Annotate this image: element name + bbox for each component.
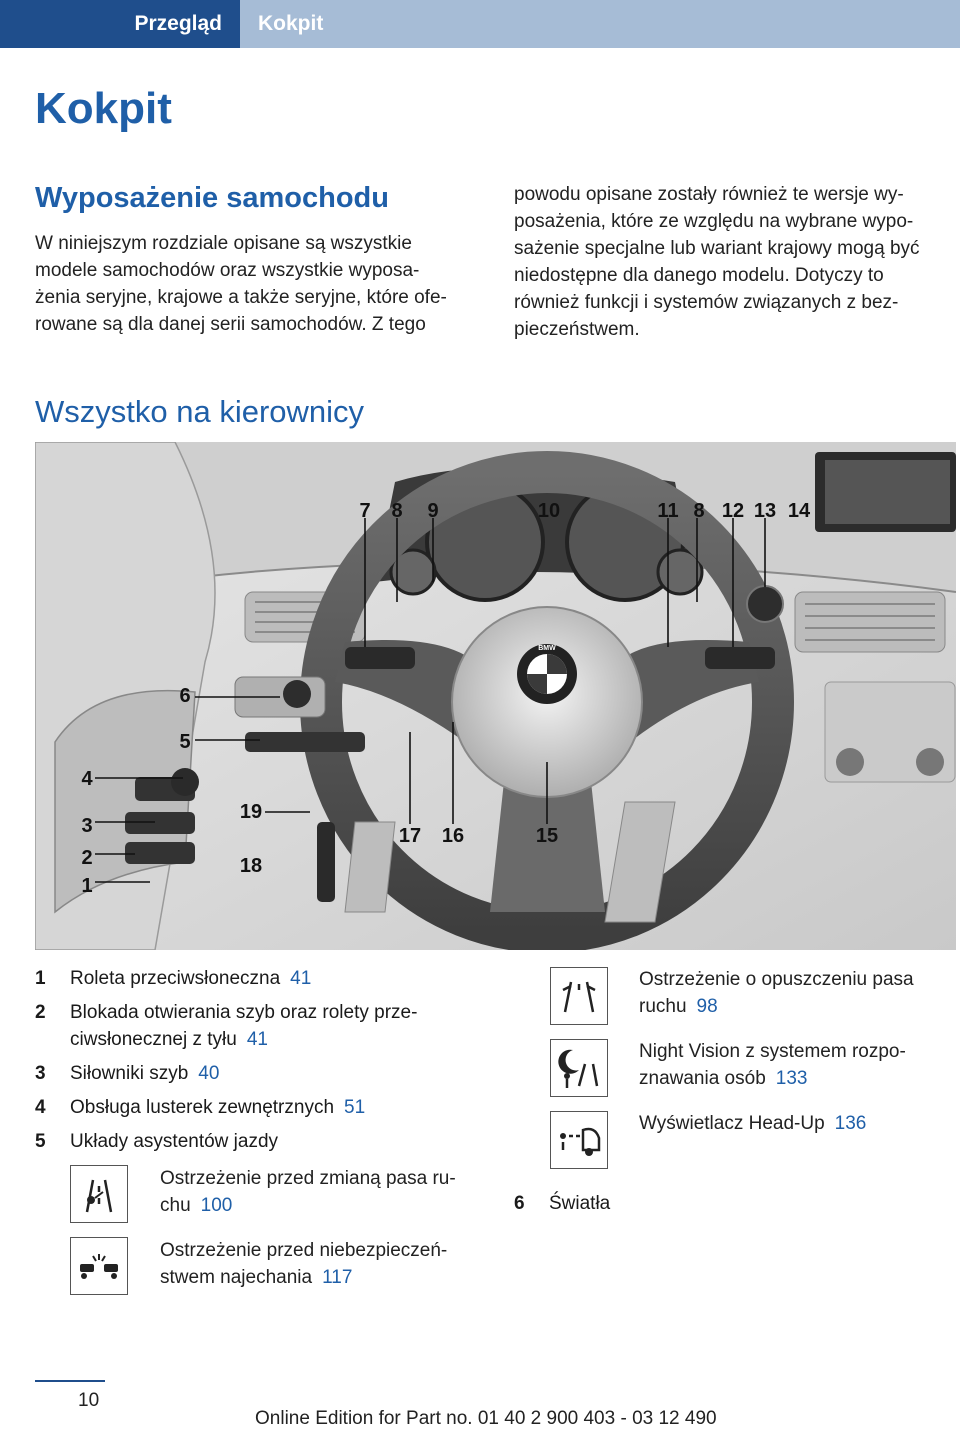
bmw-logo-text: BMW	[538, 645, 556, 652]
callout-10: 10	[537, 500, 561, 522]
intro-paragraph-left: W niniejszym rozdziale opisane są wszystkie modele samochodów oraz wszystkie wyposa‐ żenia seryjne, krajowe a także seryjne, które ofe‐ rowane są dla danej serii samochodów. Z tego	[35, 233, 447, 335]
caption-item-6	[514, 1190, 610, 1217]
caption-text: Siłowniki szyb	[70, 1063, 189, 1084]
callout-4: 4	[81, 768, 93, 790]
caption-number: 3	[35, 1063, 46, 1084]
caption-number: 2	[35, 1002, 46, 1023]
callout-13: 13	[753, 500, 777, 522]
callout-8a: 8	[391, 500, 403, 522]
subitem-text: Ostrzeżenie o opuszczeniu pasa ruchu	[639, 969, 914, 1017]
page-link[interactable]: 136	[834, 1113, 867, 1134]
page-link[interactable]: 98	[696, 996, 718, 1017]
callout-6: 6	[179, 685, 191, 707]
caption-text: Roleta przeciwsłoneczna	[70, 968, 281, 989]
caption-text: Światła	[549, 1193, 611, 1214]
caption-number: 6	[514, 1193, 525, 1214]
callout-15: 15	[535, 825, 559, 847]
tab-current[interactable]: Kokpit	[258, 12, 324, 35]
callout-5: 5	[179, 731, 191, 753]
page-title: Kokpit	[35, 84, 172, 133]
callout-8b: 8	[693, 500, 705, 522]
caption-item	[35, 1060, 485, 1087]
caption-text: Obsługa lusterek zewnętrznych	[70, 1097, 335, 1118]
subitem-text: Ostrzeżenie przed zmianą pasa ru‐ chu	[160, 1168, 456, 1216]
section-heading-equipment: Wyposażenie samochodu	[35, 182, 389, 214]
subitem-text: Wyświetlacz Head-Up	[639, 1113, 825, 1134]
subitem-collision	[70, 1237, 490, 1295]
edition-note: Online Edition for Part no. 01 40 2 900 403 - 03 12 490	[255, 1408, 717, 1429]
head-up-display-icon	[550, 1111, 608, 1169]
night-vision-icon	[550, 1039, 608, 1097]
callout-19: 19	[239, 801, 263, 823]
page-link[interactable]: 41	[290, 968, 312, 989]
callout-16: 16	[441, 825, 465, 847]
caption-item	[35, 999, 485, 1053]
callout-14: 14	[787, 500, 811, 522]
callout-9: 9	[427, 500, 439, 522]
caption-item	[35, 965, 485, 992]
caption-number: 1	[35, 968, 46, 989]
section-heading-steering: Wszystko na kierownicy	[35, 394, 365, 429]
page-link[interactable]: 100	[200, 1195, 233, 1216]
collision-warning-icon	[70, 1237, 128, 1295]
page-number: 10	[78, 1390, 100, 1411]
callout-2: 2	[81, 847, 93, 869]
page-link[interactable]: 117	[322, 1267, 353, 1288]
caption-number: 5	[35, 1131, 46, 1152]
tab-overview[interactable]: Przegląd	[0, 0, 240, 48]
lane-change-warning-icon	[70, 1165, 128, 1223]
caption-list	[35, 965, 485, 1162]
intro-paragraph-right: powodu opisane zostały również te wersje wy‐ posażenia, które ze względu na wybrane wypo‐ sażenie specjalne lub wariant krajowy mogą być niedostępne dla danego modelu. Dotyczy to również funkcji i systemów związanych z bez‐ pieczeństwem.	[514, 184, 920, 340]
callout-12: 12	[721, 500, 745, 522]
callout-3: 3	[81, 815, 93, 837]
caption-text: Blokada otwierania szyb oraz rolety prze‐ ciwsłonecznej z tyłu	[70, 1002, 418, 1050]
subitem-lane-change	[70, 1165, 490, 1223]
subitem-text: Night Vision z systemem rozpo‐ znawania osób	[639, 1041, 906, 1089]
callout-11: 11	[657, 500, 679, 522]
caption-number: 4	[35, 1097, 46, 1118]
caption-text: Układy asystentów jazdy	[70, 1131, 279, 1152]
callout-18: 18	[239, 855, 263, 877]
footer-rule	[35, 1380, 105, 1382]
page-link[interactable]: 40	[198, 1063, 220, 1084]
caption-item	[35, 1094, 485, 1121]
callout-7: 7	[359, 500, 371, 522]
callout-1: 1	[81, 875, 93, 897]
cockpit-illustration	[35, 442, 956, 950]
callout-17: 17	[398, 825, 422, 847]
page-link[interactable]: 51	[344, 1097, 366, 1118]
lane-departure-warning-icon	[550, 967, 608, 1025]
page-link[interactable]: 133	[775, 1068, 808, 1089]
subitem-text: Ostrzeżenie przed niebezpieczeń‐ stwem najechania	[160, 1240, 448, 1288]
caption-item	[35, 1128, 485, 1155]
top-bar	[0, 0, 960, 48]
page-link[interactable]: 41	[246, 1029, 268, 1050]
